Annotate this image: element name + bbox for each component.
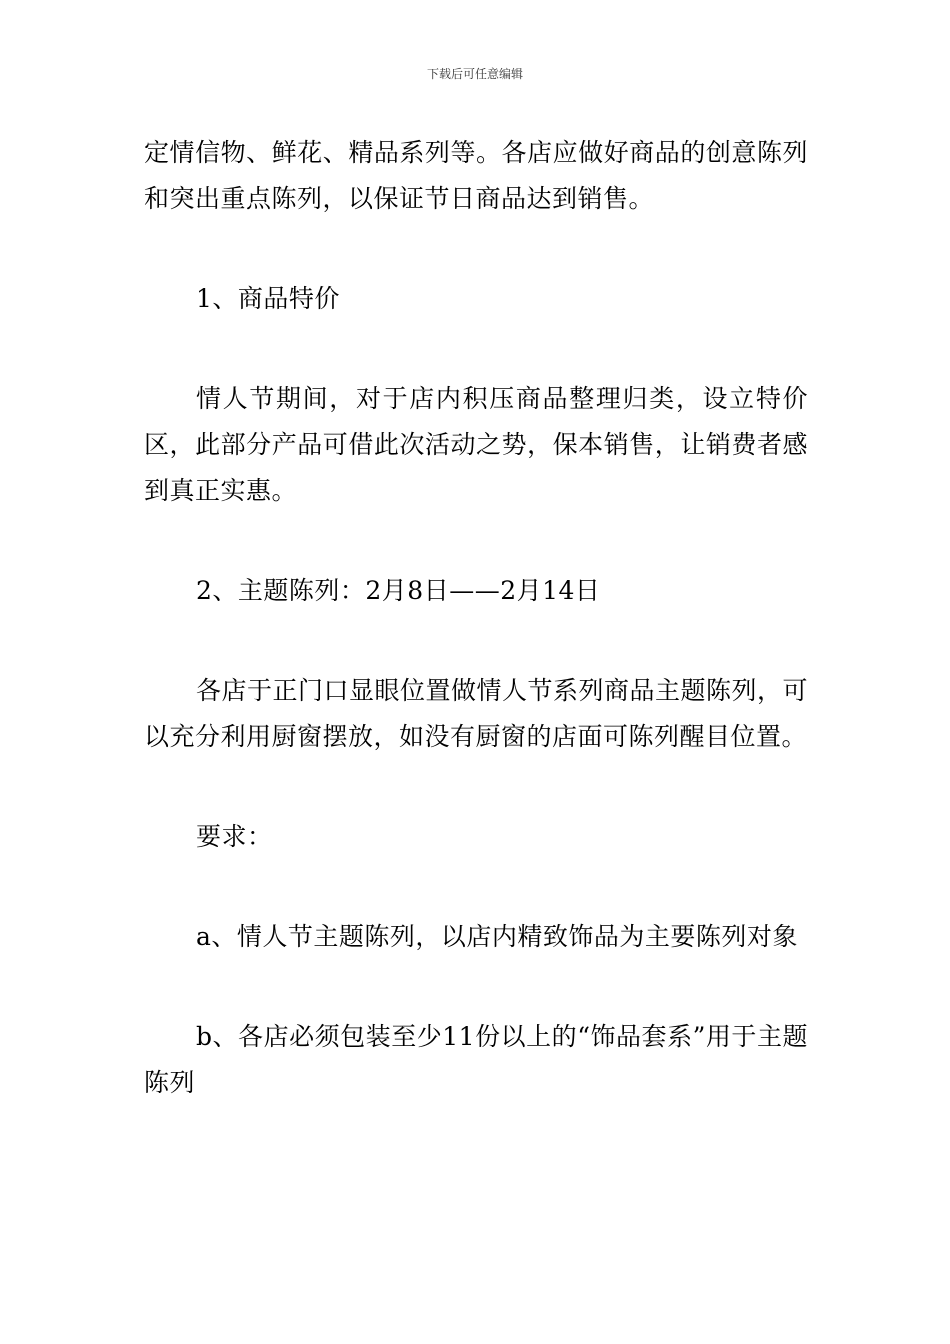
section-heading-special-price: 1、商品特价 (196, 284, 340, 313)
requirements-heading: 要求： (196, 822, 273, 851)
section-heading-theme-display: 2、主题陈列：2月8日——2月14日 (196, 576, 601, 605)
requirement-item-a: a、情人节主题陈列，以店内精致饰品为主要陈列对象 (196, 922, 798, 951)
paragraph-special-price: 情人节期间，对于店内积压商品整理归类，设立特价区，此部分产品可借此次活动之势，保本销售，让销费者感到真正实惠。 (144, 384, 808, 505)
document-body (144, 130, 808, 1106)
paragraph-continuation: 定情信物、鲜花、精品系列等。各店应做好商品的创意陈列和突出重点陈列，以保证节日商品达到销售。 (144, 138, 808, 213)
page-header-note: 下载后可任意编辑 (426, 67, 523, 81)
requirement-item-b: b、各店必须包装至少11份以上的“饰品套系”用于主题陈列 (144, 1022, 808, 1097)
paragraph-theme-display: 各店于正门口显眼位置做情人节系列商品主题陈列，可以充分利用厨窗摆放，如没有厨窗的店面可陈列醒目位置。 (144, 676, 809, 751)
